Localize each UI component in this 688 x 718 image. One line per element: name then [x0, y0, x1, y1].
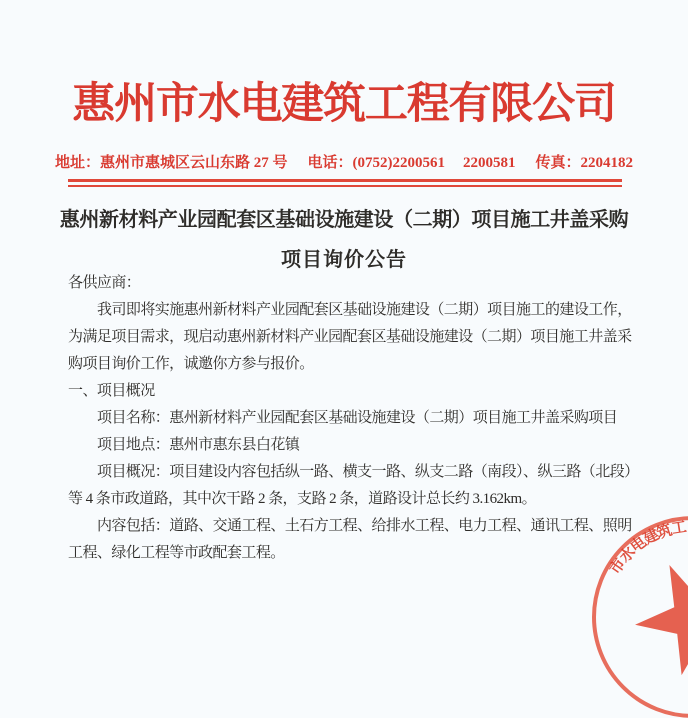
body-line: 我司即将实施惠州新材料产业园配套区基础设施建设（二期）项目施工的建设工作，	[97, 302, 632, 318]
body-line: 等 4 条市政道路，其中次干路 2 条，支路 2 条，道路设计总长约 3.162km。	[68, 491, 537, 507]
address-text: 地址：惠州市惠城区云山东路 27 号	[54, 155, 288, 171]
body-line: 项目地点：惠州市惠东县白花镇	[97, 437, 300, 453]
document-body	[68, 270, 639, 567]
header-rule-thin	[68, 185, 622, 187]
body-line: 一、项目概况	[68, 383, 155, 399]
body-line: 各供应商：	[68, 275, 141, 291]
body-line: 内容包括：道路、交通工程、土石方工程、给排水工程、电力工程、通讯工程、照明	[97, 518, 632, 534]
seal-character: 建	[640, 527, 662, 549]
company-name: 惠州市水电建筑工程有限公司	[72, 81, 616, 128]
body-line: 购项目询价工作，诚邀你方参与报价。	[68, 356, 314, 372]
body-line: 项目概况：项目建设内容包括纵一路、横支一路、纵支二路（南段）、纵三路（北段）	[97, 464, 639, 480]
header-rule-thick	[68, 179, 622, 182]
seal-character: 筑	[655, 522, 675, 542]
document-title-line2: 项目询价公告	[281, 249, 407, 271]
document-title-line1: 惠州新材料产业园配套区基础设施建设（二期）项目施工井盖采购	[59, 209, 629, 231]
body-line: 工程、绿化工程等市政配套工程。	[68, 545, 285, 561]
seal-character: 市	[607, 555, 630, 578]
body-line: 项目名称：惠州新材料产业园配套区基础设施建设（二期）项目施工井盖采购项目	[97, 410, 618, 426]
fax-text: 传真：2204182	[535, 155, 634, 171]
seal-character: 工	[670, 519, 688, 538]
contact-line	[40, 151, 648, 172]
seal-character: 电	[628, 534, 650, 557]
phone2-text: 2200581	[463, 155, 516, 171]
phone-text: 电话：(0752)2200561	[307, 155, 445, 171]
body-line: 为满足项目需求，现启动惠州新材料产业园配套区基础设施建设（二期）项目施工井盖采	[68, 329, 632, 345]
seal-character: 水	[616, 544, 639, 567]
